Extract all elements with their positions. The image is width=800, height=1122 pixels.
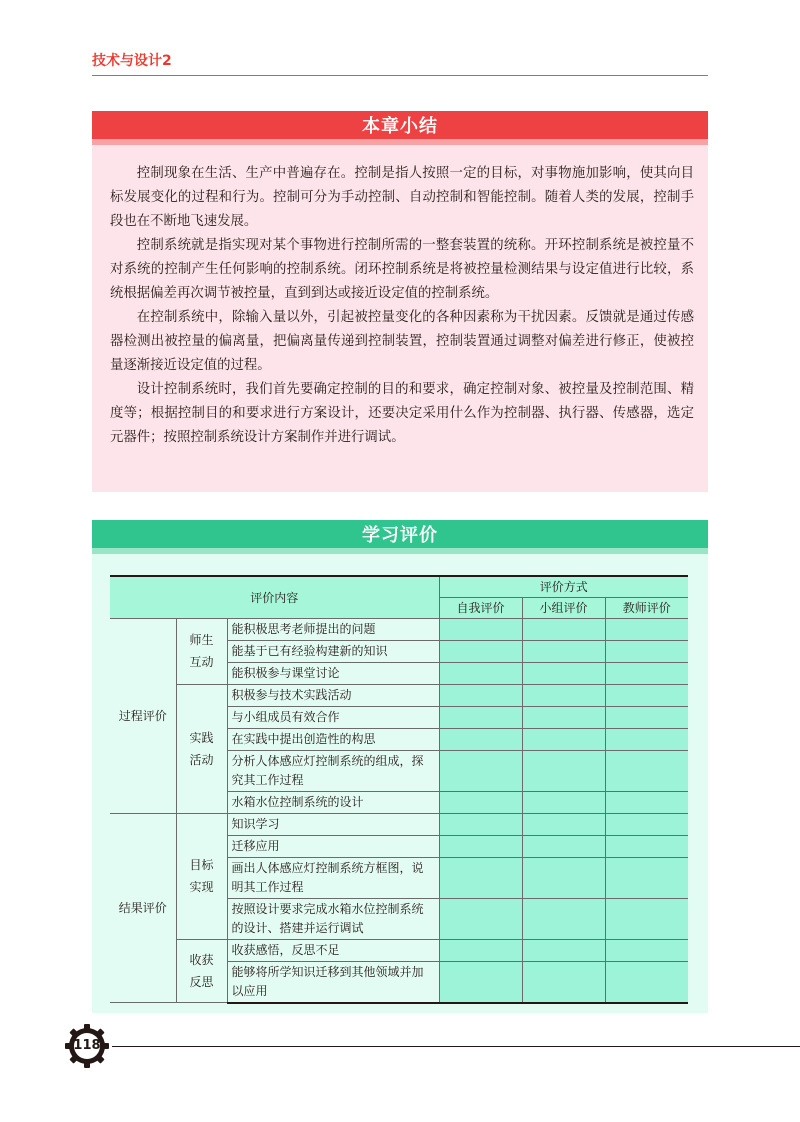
evaluation-item: 收获感悟，反思不足 (227, 939, 439, 961)
evaluation-table (110, 575, 688, 1004)
group-evaluation-cell[interactable] (522, 961, 605, 1003)
group-evaluation-cell[interactable] (522, 813, 605, 835)
running-header: 技术与设计2 (92, 53, 172, 69)
group-goal (176, 813, 227, 939)
group-label-line: 实践 (189, 730, 214, 745)
teacher-evaluation-cell[interactable] (605, 961, 688, 1003)
table-row (110, 684, 688, 706)
self-evaluation-cell[interactable] (439, 939, 522, 961)
table-header-row (110, 576, 688, 597)
group-practice (176, 684, 227, 813)
group-label-line: 师生 (189, 633, 214, 647)
group-evaluation-cell[interactable] (522, 662, 605, 684)
group-label-line: 实现 (189, 880, 214, 894)
group-evaluation-cell[interactable] (522, 939, 605, 961)
page-number-badge (64, 1023, 110, 1069)
evaluation-item: 能积极思考老师提出的问题 (227, 618, 439, 640)
self-evaluation-cell[interactable] (439, 684, 522, 706)
table-row (110, 618, 688, 640)
evaluation-item: 积极参与技术实践活动 (227, 684, 439, 706)
chapter-summary (92, 111, 708, 492)
learning-evaluation-title-bar (92, 520, 708, 554)
group-label-line: 目标 (189, 858, 214, 872)
evaluation-item: 画出人体感应灯控制系统方框图，说明其工作过程 (227, 857, 439, 898)
group-label-line: 反思 (189, 974, 214, 989)
category-process: 过程评价 (110, 618, 176, 813)
category-result: 结果评价 (110, 813, 176, 1003)
teacher-evaluation-cell[interactable] (605, 857, 688, 898)
self-evaluation-cell[interactable] (439, 961, 522, 1003)
teacher-evaluation-cell[interactable] (605, 640, 688, 662)
summary-paragraph: 控制现象在生活、生产中普遍存在。控制是指人按照一定的目标，对事物施加影响，使其向目标发展变化的过程和行为。控制可分为手动控制、自动控制和智能控制。随着人类的发展，控制手段也在不断地飞速发展。 (110, 166, 694, 229)
evaluation-item: 能基于已有经验构建新的知识 (227, 640, 439, 662)
table-row (110, 813, 688, 835)
evaluation-item: 迁移应用 (227, 835, 439, 857)
self-evaluation-cell[interactable] (439, 857, 522, 898)
evaluation-item: 与小组成员有效合作 (227, 706, 439, 728)
evaluation-item: 能积极参与课堂讨论 (227, 662, 439, 684)
group-evaluation-cell[interactable] (522, 728, 605, 750)
evaluation-item: 按照设计要求完成水箱水位控制系统的设计、搭建并运行调试 (227, 898, 439, 939)
chapter-summary-title: 本章小结 (362, 116, 438, 137)
teacher-evaluation-cell[interactable] (605, 835, 688, 857)
summary-paragraph: 在控制系统中，除输入量以外，引起被控量变化的各种因素称为干扰因素。反馈就是通过传感器检测出被控量的偏离量，把偏离量传递到控制装置，控制装置通过调整对偏差进行修正，使被控量逐渐接近设定值的过程。 (110, 310, 694, 373)
group-evaluation-cell[interactable] (522, 835, 605, 857)
table-row (110, 939, 688, 961)
learning-evaluation-title: 学习评价 (362, 525, 438, 546)
teacher-evaluation-cell[interactable] (605, 706, 688, 728)
group-label-line: 收获 (189, 952, 214, 967)
method-group: 小组评价 (522, 597, 605, 618)
group-evaluation-cell[interactable] (522, 857, 605, 898)
summary-paragraph: 控制系统就是指实现对某个事物进行控制所需的一整套装置的统称。开环控制系统是被控量不对系统的控制产生任何影响的控制系统。闭环控制系统是将被控量检测结果与设定值进行比较，系统根据偏差再次调节被控量，直到到达或接近设定值的控制系统。 (110, 238, 694, 301)
teacher-evaluation-cell[interactable] (605, 898, 688, 939)
chapter-summary-title-bar (92, 111, 708, 145)
method-teacher: 教师评价 (605, 597, 688, 618)
group-evaluation-cell[interactable] (522, 684, 605, 706)
teacher-evaluation-cell[interactable] (605, 813, 688, 835)
group-evaluation-cell[interactable] (522, 706, 605, 728)
group-evaluation-cell[interactable] (522, 750, 605, 791)
teacher-evaluation-cell[interactable] (605, 684, 688, 706)
self-evaluation-cell[interactable] (439, 750, 522, 791)
self-evaluation-cell[interactable] (439, 618, 522, 640)
evaluation-item: 知识学习 (227, 813, 439, 835)
group-label-line: 互动 (189, 655, 214, 669)
content-header: 评价内容 (110, 576, 439, 618)
teacher-evaluation-cell[interactable] (605, 662, 688, 684)
teacher-evaluation-cell[interactable] (605, 791, 688, 813)
footer-rule (112, 1046, 800, 1047)
teacher-evaluation-cell[interactable] (605, 750, 688, 791)
evaluation-item: 在实践中提出创造性的构思 (227, 728, 439, 750)
self-evaluation-cell[interactable] (439, 662, 522, 684)
method-self: 自我评价 (439, 597, 522, 618)
summary-paragraph: 设计控制系统时，我们首先要确定控制的目的和要求，确定控制对象、被控量及控制范围、精度等；根据控制目的和要求进行方案设计，还要决定采用什么作为控制器、执行器、传感器，选定元器件；按照控制系统设计方案制作并进行调试。 (110, 382, 694, 445)
self-evaluation-cell[interactable] (439, 706, 522, 728)
self-evaluation-cell[interactable] (439, 728, 522, 750)
teacher-evaluation-cell[interactable] (605, 728, 688, 750)
learning-evaluation (92, 520, 708, 1013)
self-evaluation-cell[interactable] (439, 640, 522, 662)
group-teacher-student (176, 618, 227, 684)
method-header: 评价方式 (439, 576, 688, 597)
self-evaluation-cell[interactable] (439, 898, 522, 939)
group-reflection (176, 939, 227, 1003)
group-evaluation-cell[interactable] (522, 618, 605, 640)
teacher-evaluation-cell[interactable] (605, 618, 688, 640)
evaluation-item: 能够将所学知识迁移到其他领域并加以应用 (227, 961, 439, 1003)
group-evaluation-cell[interactable] (522, 898, 605, 939)
group-evaluation-cell[interactable] (522, 791, 605, 813)
group-evaluation-cell[interactable] (522, 640, 605, 662)
page-number: 118 (73, 1038, 101, 1053)
evaluation-item: 分析人体感应灯控制系统的组成，探究其工作过程 (227, 750, 439, 791)
header-rule (92, 75, 708, 76)
self-evaluation-cell[interactable] (439, 813, 522, 835)
self-evaluation-cell[interactable] (439, 835, 522, 857)
teacher-evaluation-cell[interactable] (605, 939, 688, 961)
group-label-line: 活动 (189, 752, 214, 767)
evaluation-item: 水箱水位控制系统的设计 (227, 791, 439, 813)
chapter-summary-body (92, 145, 708, 450)
self-evaluation-cell[interactable] (439, 791, 522, 813)
